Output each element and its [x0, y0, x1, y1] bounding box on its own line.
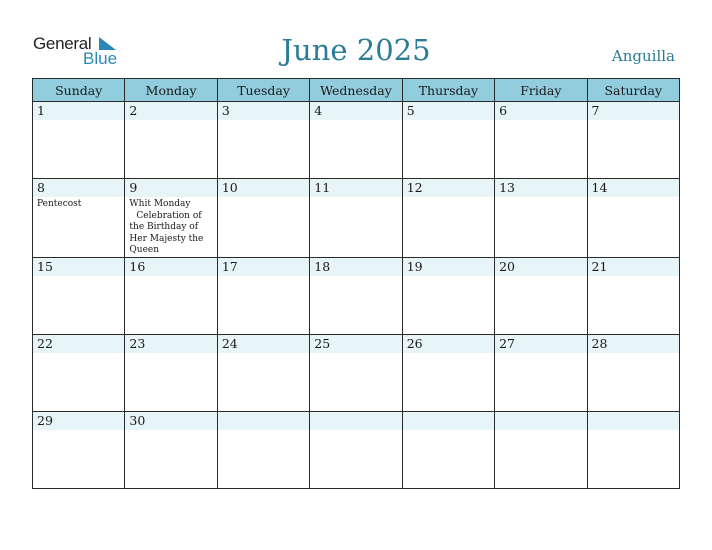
week-row	[33, 257, 680, 334]
logo-word-general: General	[33, 34, 92, 53]
week-row	[33, 102, 680, 179]
day-number: 27	[495, 335, 586, 353]
day-cell	[587, 257, 679, 334]
day-number: 22	[33, 335, 124, 353]
day-number: 12	[403, 179, 494, 197]
day-number: 13	[495, 179, 586, 197]
day-number: 8	[33, 179, 124, 197]
day-cell	[217, 102, 309, 179]
day-number: 17	[218, 258, 309, 276]
holiday-label: Celebration of the Birthday of Her Majesty the Queen	[129, 210, 204, 255]
day-cell	[217, 411, 309, 488]
day-number: 29	[33, 412, 124, 430]
day-number	[218, 412, 309, 430]
day-cell	[402, 102, 494, 179]
day-number: 11	[310, 179, 401, 197]
day-number	[403, 412, 494, 430]
day-number: 6	[495, 102, 586, 120]
day-cell	[402, 334, 494, 411]
weekday-header: Friday	[495, 79, 587, 102]
day-number: 9	[125, 179, 216, 197]
day-cell	[125, 334, 217, 411]
day-cell	[310, 257, 402, 334]
weekday-header: Tuesday	[217, 79, 309, 102]
day-number: 2	[125, 102, 216, 120]
day-number	[310, 412, 401, 430]
day-number: 26	[403, 335, 494, 353]
day-number: 23	[125, 335, 216, 353]
day-number: 10	[218, 179, 309, 197]
weekday-header: Thursday	[402, 79, 494, 102]
day-cell	[217, 334, 309, 411]
day-number: 20	[495, 258, 586, 276]
day-cell	[495, 179, 587, 258]
day-number: 25	[310, 335, 401, 353]
day-cell	[495, 334, 587, 411]
day-cell	[402, 411, 494, 488]
day-cell	[125, 257, 217, 334]
day-number	[495, 412, 586, 430]
region-label: Anguilla	[611, 47, 675, 65]
day-number	[588, 412, 679, 430]
day-cell	[587, 334, 679, 411]
day-cell	[310, 334, 402, 411]
day-number: 21	[588, 258, 679, 276]
day-number: 18	[310, 258, 401, 276]
day-cell	[402, 257, 494, 334]
holiday-label: Pentecost	[37, 199, 82, 209]
day-number: 28	[588, 335, 679, 353]
day-number: 4	[310, 102, 401, 120]
day-cell	[125, 102, 217, 179]
weekday-header: Sunday	[33, 79, 125, 102]
day-cell	[217, 179, 309, 258]
holiday-list	[125, 197, 216, 257]
day-cell	[33, 179, 125, 258]
calendar-title: June 2025	[281, 33, 431, 67]
calendar-grid	[32, 78, 680, 489]
day-cell	[33, 334, 125, 411]
day-cell	[217, 257, 309, 334]
day-cell	[402, 179, 494, 258]
weekday-header: Saturday	[587, 79, 679, 102]
weekday-header-row	[33, 79, 680, 102]
day-cell	[495, 411, 587, 488]
day-cell	[310, 102, 402, 179]
day-cell	[587, 102, 679, 179]
week-row	[33, 411, 680, 488]
day-number: 30	[125, 412, 216, 430]
day-cell	[495, 257, 587, 334]
day-number: 7	[588, 102, 679, 120]
day-number: 3	[218, 102, 309, 120]
day-cell	[125, 179, 217, 258]
day-number: 16	[125, 258, 216, 276]
week-row	[33, 334, 680, 411]
day-number: 5	[403, 102, 494, 120]
day-cell	[495, 102, 587, 179]
day-cell	[33, 411, 125, 488]
day-number: 19	[403, 258, 494, 276]
day-number: 24	[218, 335, 309, 353]
day-cell	[125, 411, 217, 488]
weekday-header: Monday	[125, 79, 217, 102]
day-number: 14	[588, 179, 679, 197]
day-cell	[310, 179, 402, 258]
day-number: 1	[33, 102, 124, 120]
holiday-label: Whit Monday	[129, 199, 191, 209]
day-cell	[310, 411, 402, 488]
week-row	[33, 179, 680, 258]
day-number: 15	[33, 258, 124, 276]
day-cell	[33, 257, 125, 334]
day-cell	[587, 411, 679, 488]
day-cell	[33, 102, 125, 179]
logo-word-blue: Blue	[83, 49, 118, 68]
day-cell	[587, 179, 679, 258]
weekday-header: Wednesday	[310, 79, 402, 102]
